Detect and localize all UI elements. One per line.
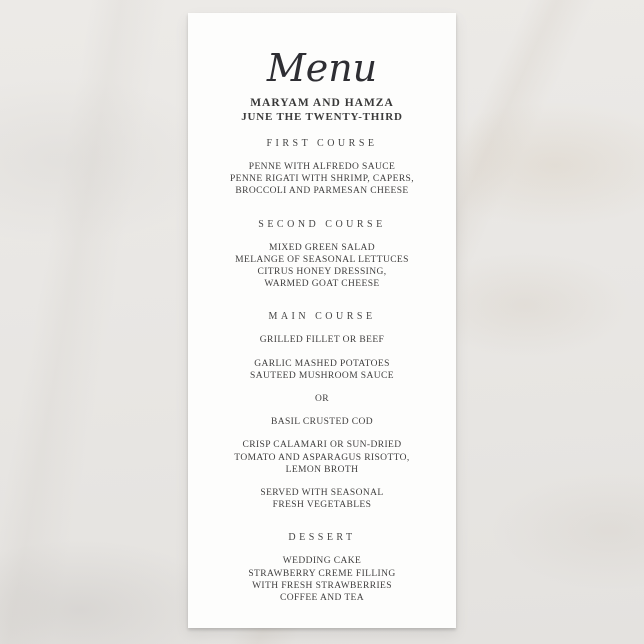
section-groups bbox=[188, 555, 456, 604]
menu-line: PENNE RIGATI WITH SHRIMP, CAPERS, bbox=[229, 174, 415, 185]
menu-line: COFFEE AND TEA bbox=[279, 593, 365, 604]
section-groups bbox=[188, 334, 456, 511]
menu-section bbox=[188, 219, 456, 291]
section-heading: SECOND COURSE bbox=[258, 218, 386, 230]
menu-group bbox=[188, 487, 456, 511]
menu-line: GARLIC MASHED POTATOES bbox=[254, 358, 390, 369]
menu-line: CRISP CALAMARI OR SUN-DRIED bbox=[242, 440, 402, 451]
menu-sections bbox=[188, 138, 456, 604]
menu-line: OR bbox=[315, 394, 329, 405]
section-groups bbox=[188, 242, 456, 291]
menu-group bbox=[188, 416, 456, 428]
menu-title: Menu bbox=[266, 46, 378, 90]
menu-group bbox=[188, 393, 456, 405]
menu-line: LEMON BROTH bbox=[285, 464, 359, 475]
menu-group bbox=[188, 334, 456, 346]
event-date: JUNE THE TWENTY-THIRD bbox=[241, 111, 403, 123]
menu-line: PENNE WITH ALFREDO SAUCE bbox=[248, 162, 396, 172]
section-groups bbox=[188, 161, 456, 198]
menu-line: SAUTEED MUSHROOM SAUCE bbox=[250, 370, 394, 381]
menu-section bbox=[188, 532, 456, 604]
section-heading: FIRST COURSE bbox=[266, 138, 378, 149]
menu-line: WARMED GOAT CHEESE bbox=[264, 279, 380, 290]
menu-line: SERVED WITH SEASONAL bbox=[260, 488, 384, 499]
menu-card bbox=[188, 13, 456, 628]
section-heading: MAIN COURSE bbox=[268, 311, 376, 323]
menu-line: WEDDING CAKE bbox=[282, 556, 362, 567]
menu-group bbox=[188, 161, 456, 198]
menu-section bbox=[188, 311, 456, 511]
menu-line: BROCCOLI AND PARMESAN CHEESE bbox=[235, 186, 409, 197]
menu-line: TOMATO AND ASPARAGUS RISOTTO, bbox=[234, 452, 410, 463]
couple-names: MARYAM AND HAMZA bbox=[250, 97, 394, 109]
section-heading: DESSERT bbox=[288, 532, 356, 544]
menu-group bbox=[188, 439, 456, 476]
menu-line: FRESH VEGETABLES bbox=[272, 500, 372, 511]
menu-line: WITH FRESH STRAWBERRIES bbox=[252, 580, 392, 591]
menu-line: BASIL CRUSTED COD bbox=[271, 417, 373, 428]
menu-group bbox=[188, 555, 456, 604]
menu-line: MELANGE OF SEASONAL LETTUCES bbox=[235, 254, 409, 265]
menu-line: MIXED GREEN SALAD bbox=[268, 242, 376, 253]
menu-group bbox=[188, 242, 456, 291]
menu-line: STRAWBERRY CREME FILLING bbox=[248, 568, 396, 579]
menu-line: CITRUS HONEY DRESSING, bbox=[257, 267, 387, 278]
menu-line: GRILLED FILLET OR BEEF bbox=[259, 335, 385, 346]
menu-group bbox=[188, 358, 456, 382]
menu-section bbox=[188, 138, 456, 198]
